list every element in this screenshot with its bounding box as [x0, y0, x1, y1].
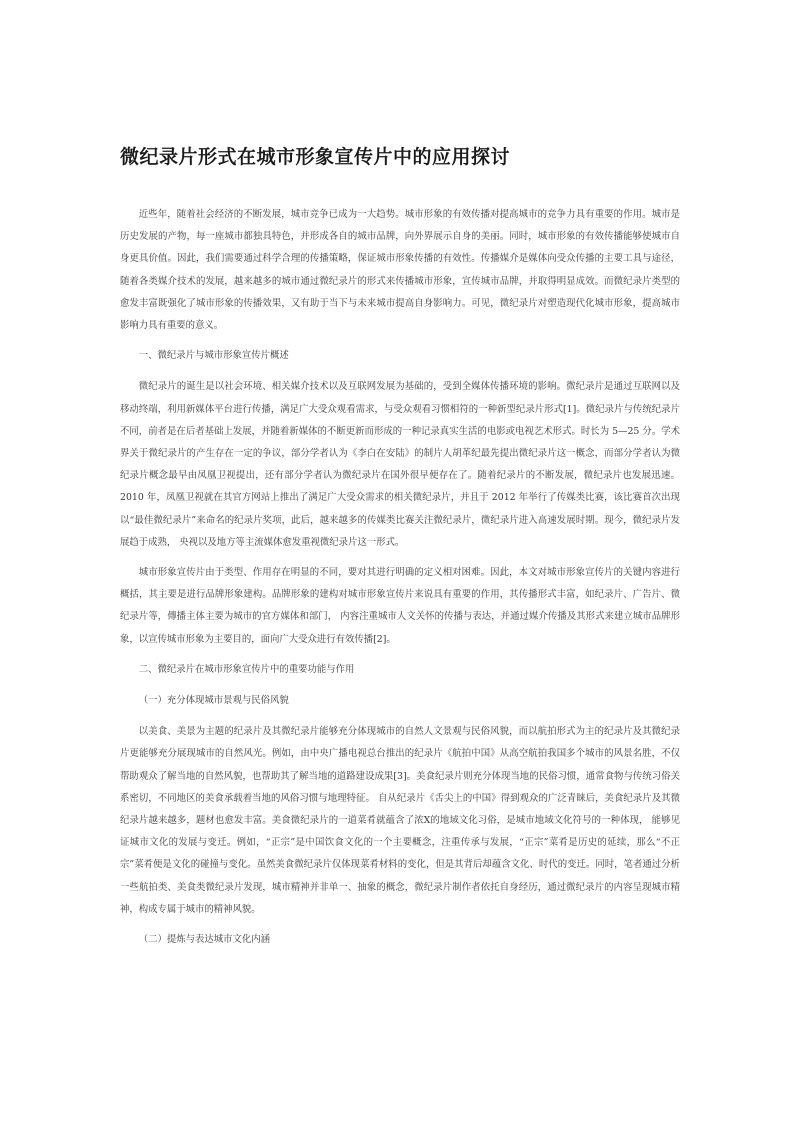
- section-heading-2: 二、微纪录片在城市形象宣传片中的重要功能与作用: [138, 663, 355, 675]
- document-body: [120, 204, 680, 960]
- body-paragraph: 城市形象宣传片由于类型、作用存在明显的不同，要对其进行明确的定义相对困难。因此，本文对城市形象宣传片的关键内容进行概括，其主要是进行品牌形象建构。品牌形象的建构对城市形象宣传片来说具有重要的作用，其传播形式丰富，如纪录片、广告片、微纪录片等，傳播主体主要为城市的官方媒体和部门， 内容注重城市人文关怀的传播与表达，并通过媒介传播及其形式来建立城市品牌形象，以宣传城市形象为主要目的，面向广大受众进行有效传播[2]。: [120, 567, 680, 645]
- subsection-heading-2: （二）提炼与表达城市文化内涵: [138, 934, 271, 946]
- body-paragraph: 微纪录片的诞生是以社会环境、相关媒介技术以及互联网发展为基础的，受到全媒体传播环境的影响。微纪录片是通过互联网以及移动终端，利用新媒体平台进行传播，满足广大受众观看需求，与受众观看习惯相符的一种新型纪录片形式[1]。微纪录片与传统纪录片不同，前者是在后者基础上发展，并随着新媒体的不断更新而形成的一种记录真实生活的电影或电视艺术形式。时长为 5—25 分。学术界关于微纪录片的产生存在一定的争议，部分学者认为《李白在安陆》的制片人胡革纪最先提出微纪录片这一概念，而部分学者认为微纪录片概念最早由凤凰卫视提出，还有部分学者认为微纪录片在国外很早便存在了。随着纪录片的不断发展，微纪录片也发展迅速。2010 年，凤凰卫视就在其官方网站上推出了满足广大受众需求的相关微纪录片，并且于 2012 年举行了传媒类比赛，该比赛首次出现以“最佳微纪录片”来命名的纪录片奖项，此后，越来越多的传媒类比赛关注微纪录片，微纪录片进入高速发展时期。现今，微纪录片发展趋于成熟， 央视以及地方等主流媒体愈发重视微纪录片这一形式。: [120, 381, 680, 548]
- intro-paragraph: 近些年，随着社会经济的不断发展，城市竞争已成为一大趋势。城市形象的有效传播对提高城市的竞争力具有重要的作用。城市是历史发展的产物，每一座城市都独具特色，并形成各自的城市品牌，向外界展示自身的美丽。同时，城市形象的有效传播能够使城市自身更具价值。因此，我们需要通过科学合理的传播策略，保证城市形象传播的有效性。传播媒介是媒体向受众传播的主要工具与途径，随着各类媒介技术的发展，越来越多的城市通过微纪录片的形式来传播城市形象，宣传城市品牌，并取得明显成效。而微纪录片类型的愈发丰富既强化了城市形象的传播效果，又有助于当下与未来城市提高自身影响力。可见，微纪录片对塑造现代化城市形象，提高城市影响力具有重要的意义。: [120, 209, 680, 332]
- body-paragraph: 以美食、美景为主题的纪录片及其微纪录片能够充分体现城市的自然人文景观与民俗风貌，而以航拍形式为主的纪录片及其微纪录片更能够充分展现城市的自然风光。例如，由中央广播电视总台推出的纪录片《航拍中国》从高空航拍我国多个城市的风景名胜，不仅帮助观众了解当地的自然风貌，也帮助其了解当地的道路建设成果[3]。美食纪录片则充分体现当地的民俗习惯，通常食物与传统习俗关系密切，不同地区的美食承载着当地的风俗习惯与地理特征。 自从纪录片《舌尖上的中国》得到观众的广泛青睐后，美食纪录片及其微纪录片越来越多，题材也愈发丰富。美食微纪录片的一道菜肴就蕴含了浓X的地域文化习俗，是城市地域文化符号的一种体现， 能够见证城市文化的发展与变迁。例如，“正宗”是中国饮食文化的一个主要概念，注重传承与发展，“正宗”菜肴是历史的延续，那么“不正宗”菜肴便是文化的碰撞与变化。虽然美食微纪录片仅体现菜肴材料的变化，但是其背后却蕴含文化、时代的变迁。同时，笔者通过分析一些航拍类、美食类微纪录片发现，城市精神并非单一、抽象的概念，微纪录片制作者依托自身经历，通过微纪录片的内容呈现城市精神，构成专属于城市的精神风貌。: [120, 726, 680, 915]
- subsection-heading-1: （一）充分体现城市景观与民俗风貌: [138, 695, 289, 707]
- section-heading-1: 一、微纪录片与城市形象宣传片概述: [138, 350, 289, 362]
- document-title: 微纪录片形式在城市形象宣传片中的应用探讨: [120, 146, 511, 168]
